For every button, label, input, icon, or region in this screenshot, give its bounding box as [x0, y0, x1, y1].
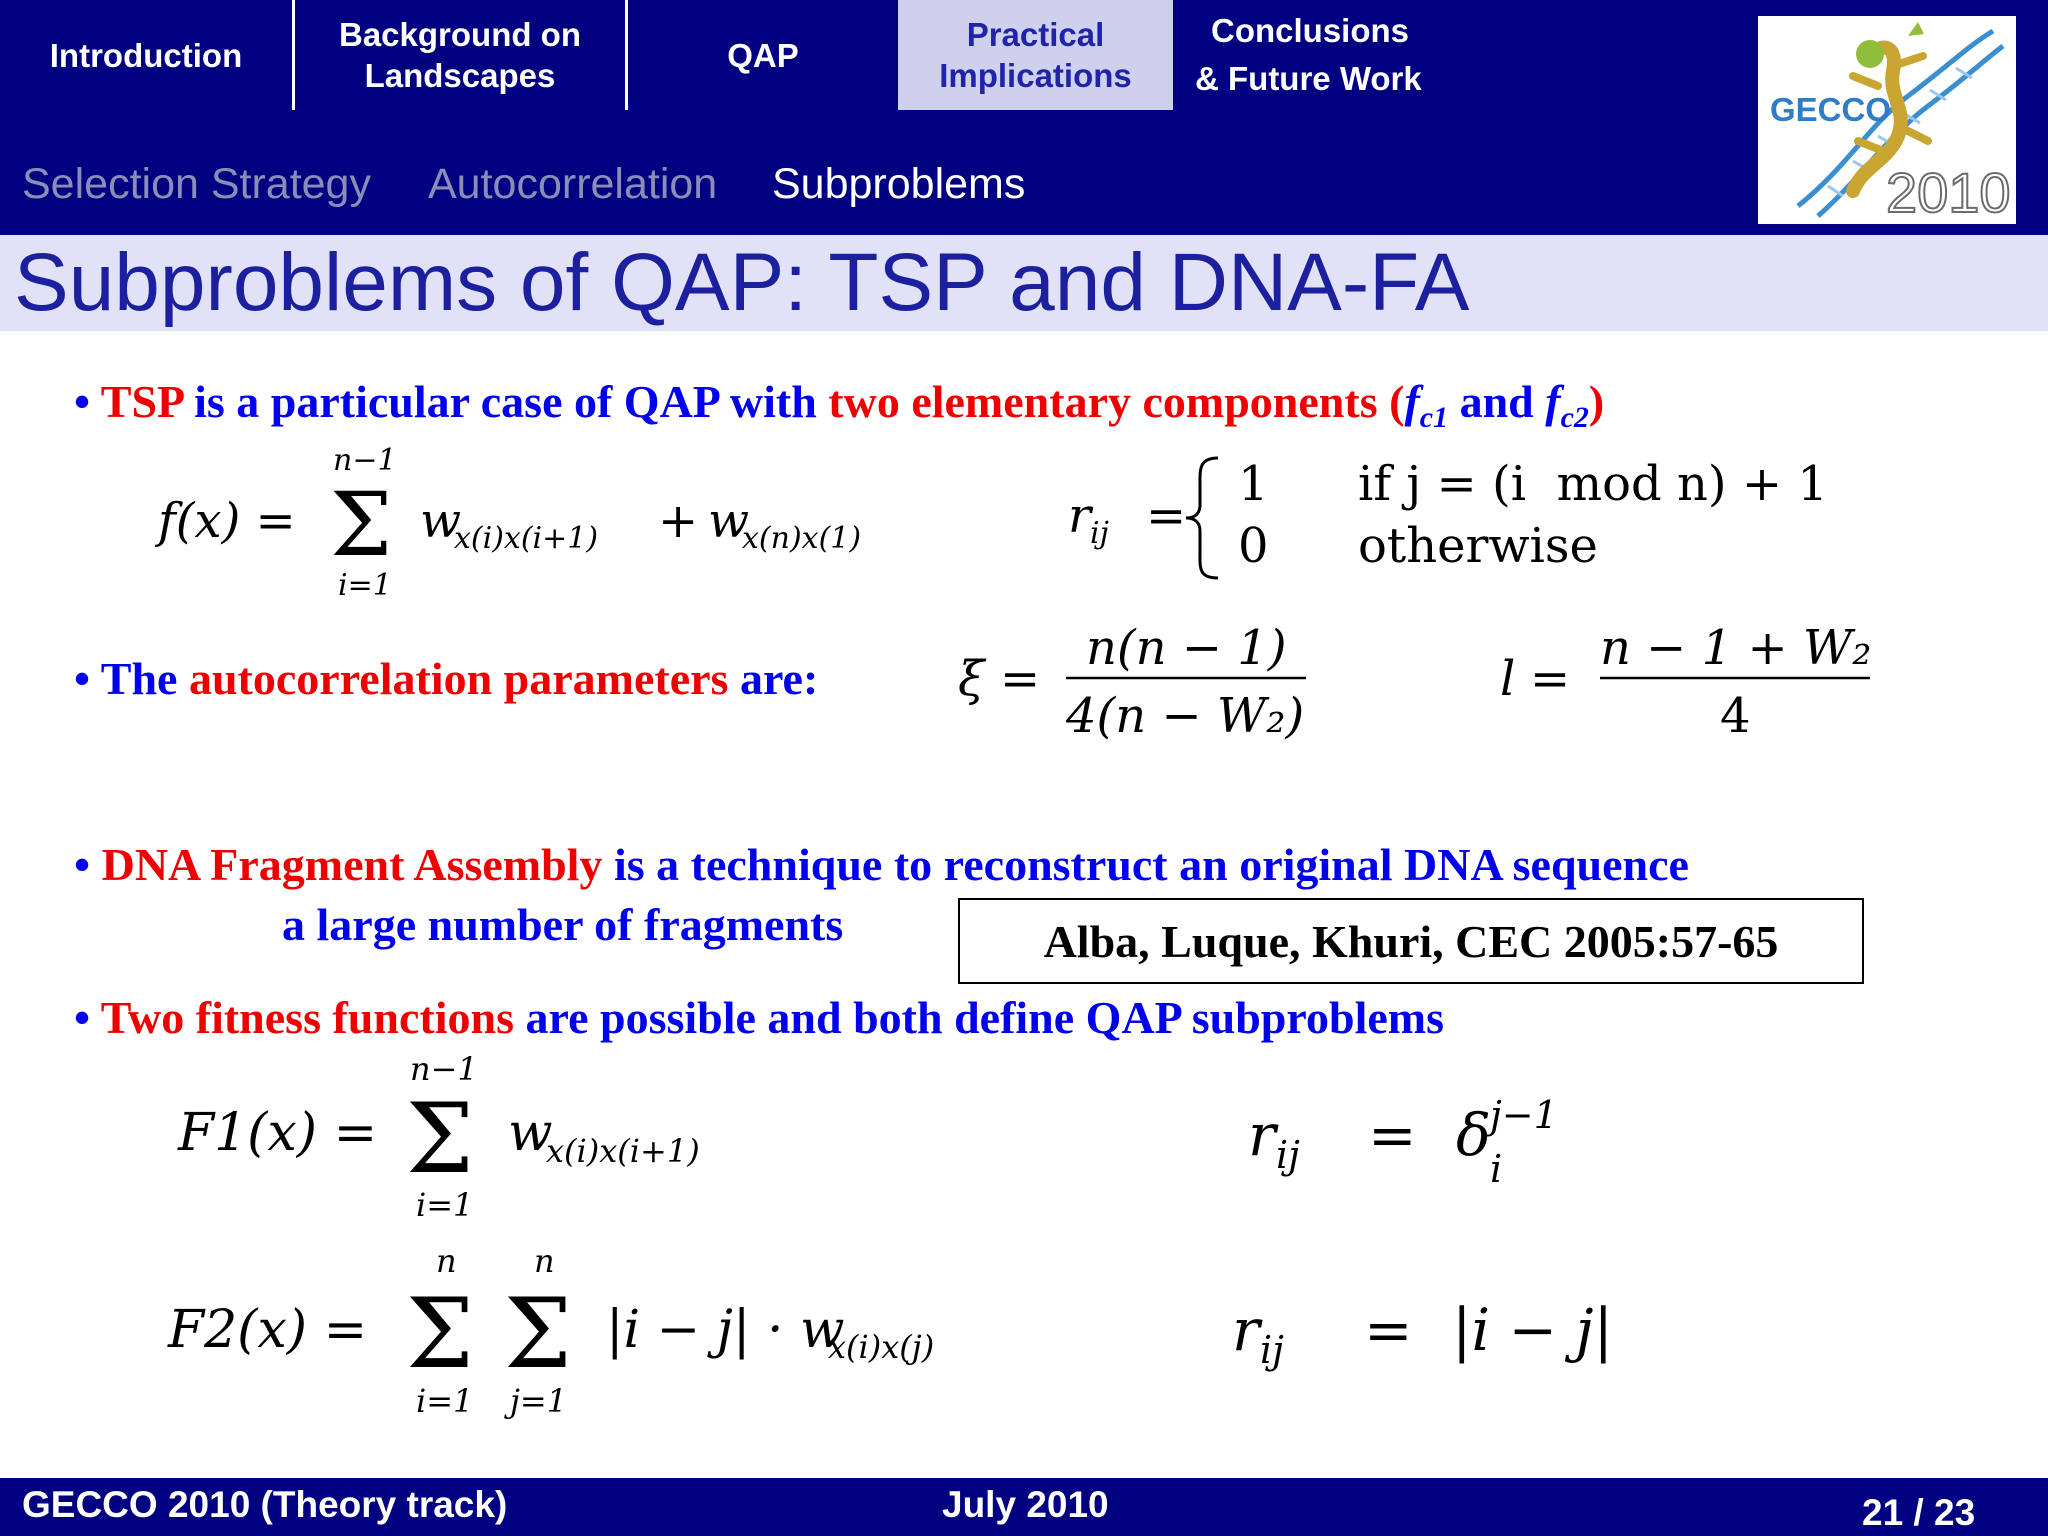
bullet-fitness-functions [74, 991, 1444, 1045]
formula-f1-svg [178, 1050, 798, 1225]
svg-text:i=1: i=1 [416, 1186, 474, 1224]
nav-tab-label: Background on [338, 16, 581, 53]
svg-text:x(i)x(j): x(i)x(j) [828, 1328, 935, 1366]
svg-text:r: r [1068, 488, 1091, 544]
svg-text:i=1: i=1 [416, 1382, 474, 1420]
svg-text:i=1: i=1 [338, 568, 392, 603]
svg-text:4(n − W₂): 4(n − W₂) [1066, 688, 1305, 744]
nav-tab-label: & Future Work [1195, 60, 1422, 97]
svg-text:i: i [1490, 1147, 1503, 1191]
bullet-math-f: f [1404, 376, 1420, 427]
svg-text:x(i)x(i+1): x(i)x(i+1) [546, 1132, 700, 1170]
svg-text:r: r [1232, 1296, 1260, 1364]
footer-date: July 2010 [942, 1484, 1109, 1525]
formula-f1-r [1248, 1090, 1628, 1200]
formula-l-svg [1500, 612, 1880, 742]
bullet-math-sub: c1 [1419, 401, 1449, 435]
formula-tsp-f [158, 445, 918, 605]
nav-tab-label: Implications [939, 57, 1132, 94]
formula-f2-svg [168, 1242, 1048, 1422]
svg-text:n − 1 + W₂: n − 1 + W₂ [1600, 620, 1872, 676]
bullet-text: ( [1377, 376, 1405, 427]
footer-bar [0, 1478, 2048, 1536]
bullet-dot: • [74, 839, 102, 890]
svg-text:w: w [420, 493, 462, 549]
svg-text:F2(x) =: F2(x) = [168, 1300, 368, 1360]
svg-text:Σ: Σ [406, 1278, 474, 1390]
bullet-dot: • [74, 376, 101, 427]
subsection-selection-strategy[interactable]: Selection Strategy [22, 160, 371, 208]
bullet-text: is a particular case of QAP with [182, 376, 829, 427]
formula-f1 [178, 1050, 798, 1225]
svg-text:=: = [1000, 651, 1041, 707]
nav-tab-conclusions[interactable] [1175, 0, 1450, 110]
footer-page-number [1862, 1492, 1975, 1534]
svg-text:δ: δ [1456, 1101, 1491, 1169]
svg-text:=: = [1530, 651, 1571, 707]
svg-text:n−1: n−1 [333, 443, 397, 478]
bullet-highlight: two elementary components [828, 376, 1378, 427]
slide-title: Subproblems of QAP: TSP and DNA-FA [14, 237, 1470, 328]
bullet-highlight: autocorrelation parameters [188, 653, 729, 704]
formula-xi-svg [958, 612, 1318, 742]
formula-case2-condition: otherwise [1358, 518, 1598, 574]
svg-text:ξ: ξ [958, 651, 985, 707]
header-bar [0, 0, 2048, 235]
reference-box [958, 898, 1864, 984]
formula-tsp-r [1068, 450, 1898, 585]
formula-case1-condition: if j = (i mod n) + 1 [1358, 456, 1828, 512]
svg-text:n: n [534, 1242, 555, 1280]
nav-tab-label: QAP [727, 36, 799, 74]
bullet-text: and [1448, 376, 1546, 427]
bullet-highlight: DNA Fragment Assembly [101, 839, 603, 890]
nav-tab-qap[interactable] [628, 0, 898, 110]
svg-text:|i − j| · w: |i − j| · w [606, 1300, 845, 1360]
bullet-text: are possible and both define QAP subproblems [513, 992, 1444, 1043]
svg-text:n(n − 1): n(n − 1) [1086, 620, 1287, 676]
gecco-logo [1758, 16, 2016, 224]
subsection-subproblems[interactable]: Subproblems [772, 160, 1026, 208]
bullet-dot: • [74, 992, 101, 1043]
formula-tsp-f-svg [158, 445, 918, 605]
nav-tab-practical-implications[interactable] [898, 0, 1173, 110]
formula-case1-value: 1 [1238, 456, 1269, 512]
svg-text:w: w [708, 493, 750, 549]
formula-l [1500, 612, 1880, 742]
nav-tab-background[interactable] [295, 0, 625, 110]
svg-text:x(n)x(1): x(n)x(1) [742, 521, 862, 556]
svg-text:ij: ij [1260, 1328, 1284, 1372]
footer-page-separator: / [1903, 1492, 1934, 1533]
svg-text:=: = [1364, 1296, 1413, 1364]
formula-case2-value: 0 [1238, 518, 1269, 574]
nav-tab-label: Landscapes [364, 57, 556, 94]
svg-text:w: w [508, 1103, 553, 1163]
svg-text:+: + [658, 493, 699, 549]
bullet-dna-fa-line2: a large number of fragments [282, 899, 844, 950]
svg-text:Σ: Σ [406, 1083, 474, 1195]
logo-wordmark: GECCO [1770, 91, 1892, 128]
subsection-autocorrelation[interactable]: Autocorrelation [428, 160, 718, 208]
svg-text:j−1: j−1 [1490, 1093, 1558, 1137]
svg-text:F1(x) =: F1(x) = [178, 1103, 378, 1163]
bullet-tsp [74, 375, 1604, 445]
svg-text:f(x) =: f(x) = [158, 493, 296, 549]
footer-page-current: 21 [1862, 1492, 1904, 1533]
svg-text:|i − j|: |i − j| [1452, 1296, 1614, 1364]
formula-f2-r [1232, 1280, 1692, 1390]
bullet-text: are: [728, 653, 819, 704]
svg-text:j=1: j=1 [510, 1382, 568, 1420]
bullet-highlight: Two fitness functions [100, 992, 514, 1043]
footer-page-total: 23 [1934, 1492, 1976, 1533]
svg-text:l: l [1500, 651, 1516, 707]
nav-tab-introduction[interactable] [0, 0, 292, 110]
svg-text:x(i)x(i+1): x(i)x(i+1) [454, 521, 599, 556]
svg-text:4: 4 [1720, 688, 1751, 744]
svg-text:ij: ij [1090, 516, 1109, 551]
bullet-text: is a technique to reconstruct an original DNA sequence [602, 839, 1689, 890]
nav-tab-label: Introduction [49, 36, 243, 74]
formula-xi [958, 612, 1318, 742]
svg-text:r: r [1248, 1101, 1276, 1169]
formula-f1-r-svg [1248, 1090, 1628, 1200]
bullet-dna-fa [74, 838, 1689, 892]
svg-text:=: = [1146, 488, 1187, 544]
svg-text:=: = [1368, 1101, 1417, 1169]
bullet-text: The [100, 653, 189, 704]
svg-text:n−1: n−1 [410, 1050, 478, 1088]
bullet-math-sub: c2 [1560, 401, 1589, 435]
svg-text:ij: ij [1276, 1133, 1300, 1177]
formula-f2-r-svg [1232, 1280, 1692, 1390]
nav-tab-label: Practical [966, 16, 1105, 53]
bullet-text: ) [1588, 376, 1605, 427]
svg-text:n: n [436, 1242, 457, 1280]
footer-conference: GECCO 2010 (Theory track) [22, 1484, 508, 1525]
formula-f2 [168, 1242, 1048, 1422]
bullet-autocorrelation [74, 652, 818, 706]
gecco-logo-graphic [1758, 16, 2016, 224]
svg-text:Σ: Σ [330, 473, 393, 576]
bullet-dot: • [74, 653, 101, 704]
nav-tab-label: Conclusions [1211, 12, 1410, 49]
logo-year: 2010 [1886, 161, 2011, 224]
bullet-highlight: TSP [100, 376, 183, 427]
svg-text:Σ: Σ [504, 1278, 572, 1390]
reference-citation: Alba, Luque, Khuri, CEC 2005:57-65 [1043, 915, 1779, 967]
bullet-math-f: f [1545, 376, 1561, 427]
formula-tsp-r-svg [1068, 450, 1898, 585]
